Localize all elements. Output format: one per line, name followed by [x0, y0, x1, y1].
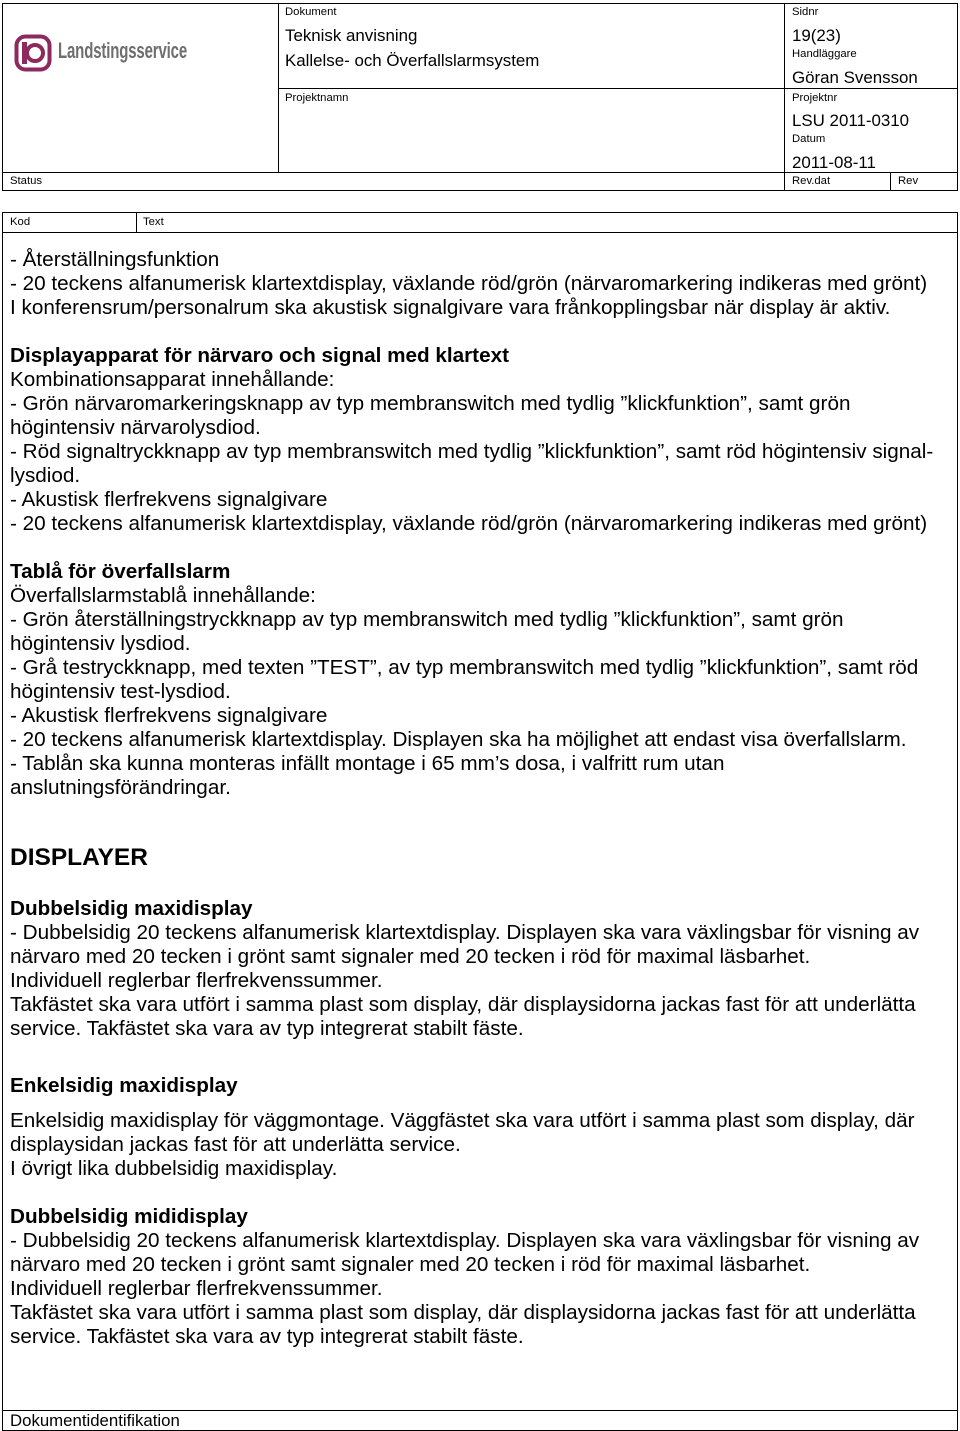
- text-column-label: Text: [143, 216, 164, 228]
- revdat-label: Rev.dat: [792, 175, 831, 187]
- body-line: - Akustisk flerfrekvens signalgivare: [10, 704, 328, 727]
- section-displayer: [10, 844, 950, 872]
- dokument-label: Dokument: [285, 6, 337, 18]
- section-enkelsidig-maxidisplay: [10, 1074, 950, 1181]
- body-line: I konferensrum/personalrum ska akustisk signalgivare vara frånkopplingsbar när display är aktiv.: [10, 296, 891, 319]
- projektnamn-label: Projektnamn: [285, 92, 349, 104]
- handlaggare-label: Handläggare: [792, 48, 857, 60]
- body-line: högintensiv lysdiod.: [10, 632, 191, 655]
- section-heading: Tablå för överfallslarm: [10, 560, 231, 583]
- body-line: - Grön återställningstryckknapp av typ membranswitch med tydlig ”klickfunktion”, samt grön: [10, 608, 844, 631]
- body-line: närvaro med 20 tecken i grönt samt signaler med 20 tecken i röd för maximal läsbarhet.: [10, 945, 811, 968]
- body-line: högintensiv närvarolysdiod.: [10, 416, 261, 439]
- handlaggare-value: Göran Svensson: [792, 68, 918, 87]
- header-divider: [278, 88, 958, 89]
- logo-text: Landstingsservice: [58, 38, 188, 63]
- section-tabla: [10, 560, 950, 800]
- header-divider: [2, 172, 958, 173]
- body-line: displaysidan jackas fast för att underlätta service.: [10, 1133, 461, 1156]
- projektnr-value: LSU 2011-0310: [792, 111, 910, 130]
- body-line: - Återställningsfunktion: [10, 248, 220, 271]
- rev-label: Rev: [898, 175, 919, 187]
- body-line: - 20 teckens alfanumerisk klartextdisplay, växlande röd/grön (närvaromarkering indikeras med grönt): [10, 512, 928, 535]
- projektnr-label: Projektnr: [792, 92, 838, 104]
- body-line: - Akustisk flerfrekvens signalgivare: [10, 488, 328, 511]
- section-intro: [10, 248, 950, 320]
- body-line: service. Takfästet ska vara av typ integrerat stabilt fäste.: [10, 1017, 524, 1040]
- section-heading: Displayapparat för närvaro och signal med klartext: [10, 344, 509, 367]
- body-line: service. Takfästet ska vara av typ integrerat stabilt fäste.: [10, 1325, 524, 1348]
- body-line: Takfästet ska vara utfört i samma plast som display, där displaysidorna jackas fast för att underlätta: [10, 993, 916, 1016]
- sidnr-label: Sidnr: [792, 6, 819, 18]
- body-line: I övrigt lika dubbelsidig maxidisplay.: [10, 1157, 338, 1180]
- section-dubbelsidig-maxidisplay: [10, 897, 950, 1041]
- section-heading: Dubbelsidig mididisplay: [10, 1205, 248, 1228]
- body-line: - Grå testryckknapp, med texten ”TEST”, av typ membranswitch med tydlig ”klickfunktion”, samt röd: [10, 656, 919, 679]
- body-line: Enkelsidig maxidisplay för väggmontage. Väggfästet ska vara utfört i samma plast som display, där: [10, 1109, 915, 1132]
- body-line: - Dubbelsidig 20 teckens alfanumerisk klartextdisplay. Displayen ska vara växlingsbar för visning av: [10, 1229, 920, 1252]
- datum-label: Datum: [792, 133, 826, 145]
- document-title: Teknisk anvisning: [285, 26, 418, 45]
- body-line: Individuell reglerbar flerfrekvenssummer.: [10, 1277, 383, 1300]
- body-line: Individuell reglerbar flerfrekvenssummer.: [10, 969, 383, 992]
- datum-value: 2011-08-11: [792, 153, 876, 172]
- body-line: - Grön närvaromarkeringsknapp av typ membranswitch med tydlig ”klickfunktion”, samt grön: [10, 392, 851, 415]
- landstingsservice-logo-icon: [14, 34, 52, 72]
- document-subtitle: Kallelse- och Överfallslarmsystem: [285, 51, 540, 70]
- section-dubbelsidig-mididisplay: [10, 1205, 950, 1349]
- header-divider: [784, 3, 785, 191]
- header-divider: [890, 172, 891, 191]
- column-divider: [136, 212, 137, 233]
- section-heading: Dubbelsidig maxidisplay: [10, 897, 253, 920]
- body-line: högintensiv test-lysdiod.: [10, 680, 231, 703]
- column-header-divider: [2, 232, 958, 233]
- body-line: - Tablån ska kunna monteras infällt montage i 65 mm’s dosa, i valfritt rum utan: [10, 752, 725, 775]
- body-line: - Dubbelsidig 20 teckens alfanumerisk klartextdisplay. Displayen ska vara växlingsbar för visning av: [10, 921, 920, 944]
- body-line: - 20 teckens alfanumerisk klartextdisplay, växlande röd/grön (närvaromarkering indikeras med grönt): [10, 272, 928, 295]
- section-displayapparat: [10, 344, 950, 536]
- body-line: - Röd signaltryckknapp av typ membranswitch med tydlig ”klickfunktion”, samt röd högintensiv signal-: [10, 440, 934, 463]
- page-number: 19(23): [792, 26, 841, 45]
- kod-column-label: Kod: [10, 216, 31, 228]
- body-line: Överfallslarmstablå innehållande:: [10, 584, 316, 607]
- chapter-heading: DISPLAYER: [10, 844, 148, 871]
- body-line: Takfästet ska vara utfört i samma plast som display, där displaysidorna jackas fast för att underlätta: [10, 1301, 916, 1324]
- body-line: Kombinationsapparat innehållande:: [10, 368, 335, 391]
- body-line: närvaro med 20 tecken i grönt samt signaler med 20 tecken i röd för maximal läsbarhet.: [10, 1253, 811, 1276]
- body-line: - 20 teckens alfanumerisk klartextdisplay. Displayen ska ha möjlighet att endast visa överfallslarm.: [10, 728, 907, 751]
- dokumentidentifikation-label: Dokumentidentifikation: [10, 1411, 180, 1430]
- body-line: anslutningsförändringar.: [10, 776, 231, 799]
- document-body: [10, 248, 950, 1349]
- body-line: lysdiod.: [10, 464, 81, 487]
- status-label: Status: [10, 175, 43, 187]
- section-heading: Enkelsidig maxidisplay: [10, 1074, 238, 1097]
